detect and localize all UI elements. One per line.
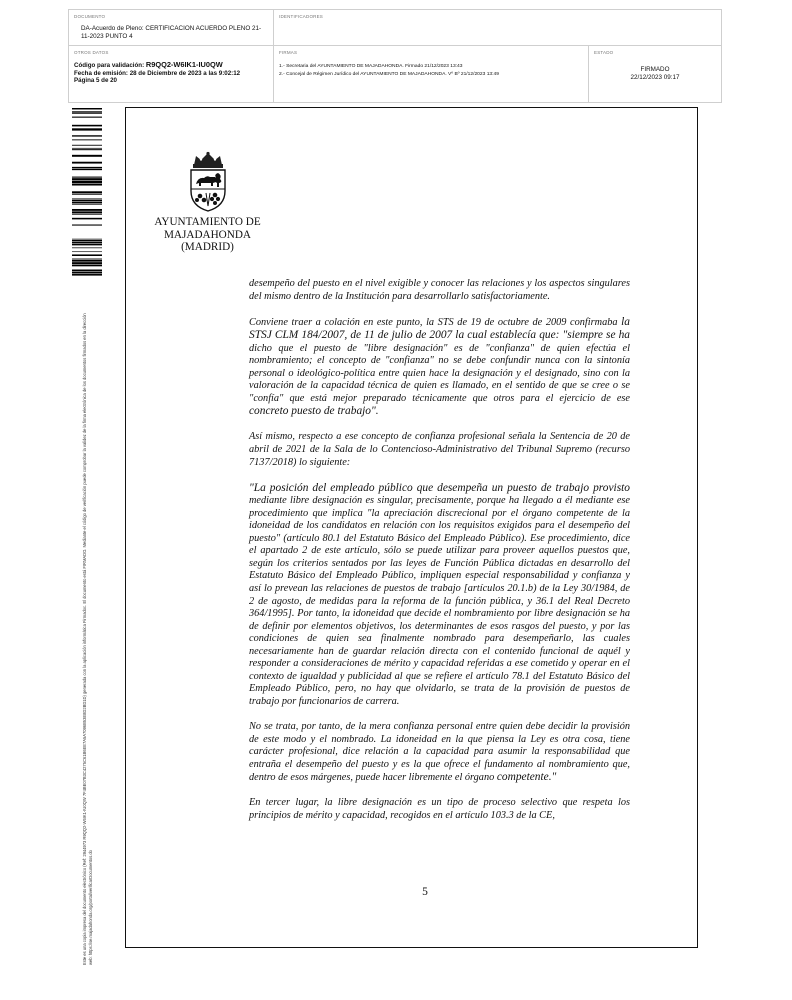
barcode-bar — [72, 111, 102, 112]
barcode-bar — [72, 254, 102, 256]
identificadores-label: IDENTIFICADORES — [279, 14, 324, 19]
barcode-bar — [72, 178, 102, 180]
estado-cell — [589, 46, 721, 102]
barcode-bar — [72, 155, 102, 157]
firmas-label: FIRMAS — [279, 50, 298, 55]
org-line-2: MAJADAHONDA — [163, 228, 251, 241]
firmas-list — [279, 63, 499, 78]
firmas-cell — [274, 46, 589, 102]
barcode-bar — [72, 259, 102, 260]
barcode-bar — [72, 135, 102, 136]
org-line-1: AYUNTAMIENTO DE — [154, 216, 261, 228]
paragraph-4 — [249, 482, 630, 709]
barcode-bar — [72, 177, 102, 178]
pagina-info: Página 5 de 20 — [74, 77, 117, 85]
paragraph-6: En tercer lugar, la libre designación es un tipo de proceso selectivo que respeta los principios de mérito y capacidad, recogidos en el artículo 103.3 de la CE, — [249, 797, 630, 821]
barcode-bar — [72, 200, 102, 201]
paragraph-5 — [249, 721, 630, 785]
paragraph-2-part-b: la STSJ CLM 184/2007, de 11 de julio de 2007 la cual establecía que: "siempre se ha — [249, 315, 630, 342]
barcode-bar — [72, 181, 102, 183]
coat-of-arms-logo — [182, 151, 234, 213]
identificadores-cell — [274, 10, 721, 46]
estado-label: ESTADO — [594, 50, 614, 55]
barcode-bar — [72, 194, 102, 195]
side-verification-text: Este es una copia impresa del documento electrónico (Ref: 2944973 R9QQ2-W6IK1-IU0QW 7F4BE07B3C4275C61B6EE7A5A7096B53E8D2BD1D) generada con la aplicación informática Firmadoc. El documento está FIRMADO. Mediante el código de verificación puede comprobar la validez de la firma electrónica de los documentos firmados en la dirección web: https://se.majadahonda.org/portal/verificarDocumentos.do — [82, 313, 93, 965]
documento-cell — [69, 10, 274, 46]
barcode-bar — [72, 198, 102, 199]
paragraph-2 — [249, 316, 630, 419]
barcode-bar — [72, 218, 102, 220]
otros-label: OTROS DATOS — [74, 50, 109, 55]
barcode-bar — [72, 262, 102, 264]
barcode-bar — [72, 251, 102, 252]
barcode-bar — [72, 139, 102, 140]
paragraph-2-part-c: dicho que el puesto de "libre designación" es de "confianza" de quien efectúa el nombramiento; el concepto de "confianza" no se debe confundir nunca con la sintonía personal o ideológico-política entre quien hace la designación y el designado, sino con la valoración de la capacidad técnica de quien es llamado, en el sentido de que se cree o se "confía" que está mejor preparado técnicamente que otros para el ejercicio de ese — [249, 342, 630, 404]
barcode-bar — [72, 113, 102, 114]
page-number: 5 — [422, 886, 428, 898]
otros-datos-text — [74, 61, 240, 85]
paragraph-4-part-b: mediante libre designación es singular, precisamente, porque ha llegado a él mediante ese procedimiento que implica "la apreciación discrecional por el órgano competente de la idoneidad de los candidatos en relación con los requisitos exigidos para el desempeño del puesto" (artículo 80.1 del Estatuto Básico del Empleado Público). Ese procedimiento, dice el apartado 2 de este artículo, sólo se puede utilizar para proveer aquellos puestos que, según los criterios sentados por las leyes de Función Pública dictadas en desarrollo del Estatuto Básico del Empleado Público, impliquen especial responsabilidad y confianza y así lo prevean las relaciones de puestos de trabajo [artículos 20.1.b) de la Ley 30/1984, de 2 de agosto, de medidas para la reforma de la función pública, y 36.1 del Real Decreto 364/1995]. Por tanto, la idoneidad que decide el nombramiento por libre designación se ha de definir por elementos objetivos, los determinantes de esos rasgos del puesto, y por las condiciones de quien sea finalmente nombrado para desempeñarlo, las cuales necesariamente han de guardar relación directa con el contenido funcional de aquél y responder a consideraciones de mérito y capacidad referidas a ese cometido y operar en el contexto de igualdad y publicidad al que se refiere el artículo 78.1 del Estatuto Básico del Empleado Público, pero, no hay que olvidarlo, se trata de la provisión de puestos de trabajo por funcionarios de carrera. — [249, 495, 630, 707]
barcode-bar — [72, 167, 102, 168]
documento-title: DA-Acuerdo de Pleno: CERTIFICACION ACUERDO PLENO 21-11-2023 PUNTO 4 — [81, 25, 262, 40]
estado-text — [589, 66, 721, 82]
organization-name — [145, 216, 270, 254]
barcode-bar — [72, 184, 102, 186]
documento-label: DOCUMENTO — [74, 14, 106, 19]
barcode-bar — [72, 265, 102, 266]
barcode-bar — [72, 117, 102, 118]
paragraph-2-part-d: concreto puesto de trabajo". — [249, 405, 379, 418]
paragraph-5-part-b: competente." — [496, 771, 557, 784]
barcode-bar — [72, 204, 102, 205]
estado-value: FIRMADO — [640, 66, 670, 73]
document-body — [249, 278, 630, 835]
barcode-bar — [72, 274, 102, 276]
barcode-bar — [72, 209, 102, 211]
otros-datos-cell — [69, 46, 274, 102]
barcode-bar — [72, 239, 102, 240]
paragraph-4-part-a: "La posición del empleado público que desempeña un puesto de trabajo provisto — [249, 481, 630, 494]
barcode-bar — [72, 214, 102, 215]
barcode-bar — [72, 270, 102, 272]
paragraph-5-part-a: No se trata, por tanto, de la mera confianza personal entre quien debe decidir la provisión de este modo y el nombrado. La idoneidad en la que piensa la Ley es otra cosa, tiene carácter profesional, dice relación a la capacidad para asumir la responsabilidad que entraña el desempeño del puesto y es la que ofrece el fundamento al nombramiento que, dentro de esos márgenes, puede hacer libremente el órgano — [249, 720, 630, 784]
barcode-bar — [72, 191, 102, 193]
codigo-label: Código para validación: — [74, 62, 145, 69]
barcode-bar — [72, 145, 102, 146]
barcode-bar — [72, 240, 102, 241]
barcode — [72, 108, 102, 276]
firma-1: 1.- Secretaria del AYUNTAMIENTO DE MAJADAHONDA. Firmado 21/12/2023 13:43 — [279, 64, 463, 69]
barcode-bar — [72, 125, 102, 127]
barcode-bar — [72, 242, 102, 243]
paragraph-1: desempeño del puesto en el nivel exigible y conocer las relaciones y los aspectos singulares del mismo dentro de la Institución para desarrollarlo satisfactoriamente. — [249, 278, 630, 302]
barcode-bar — [72, 148, 102, 149]
fecha-emision: Fecha de emisión: 28 de Diciembre de 2023 a las 9:02:12 — [74, 69, 241, 77]
barcode-bar — [72, 108, 102, 109]
barcode-bar — [72, 169, 102, 170]
barcode-bar — [72, 211, 102, 213]
barcode-bar — [72, 149, 102, 150]
barcode-bar — [72, 162, 102, 164]
paragraph-2-part-a: Conviene traer a colación en este punto, la STS de 19 de octubre de 2009 confirmaba — [249, 316, 622, 328]
barcode-bar — [72, 272, 102, 274]
org-line-3: (MADRID) — [181, 241, 234, 254]
barcode-bar — [72, 128, 102, 130]
barcode-bar — [72, 202, 102, 204]
estado-date: 22/12/2023 09:17 — [630, 74, 680, 81]
barcode-bar — [72, 243, 102, 245]
barcode-bar — [72, 247, 102, 248]
firma-2: 2.- Concejal de Régimen Jurídico del AYUNTAMIENTO DE MAJADAHONDA. Vº Bº 21/12/2023 13:49 — [279, 71, 499, 77]
barcode-bar — [72, 260, 102, 262]
paragraph-3: Así mismo, respecto a ese concepto de confianza profesional señala la Sentencia de 20 de abril de 2021 de la Sala de lo Contencioso-Administrativo del Tribunal Supremo (recurso 7137/2018) lo siguiente: — [249, 431, 630, 468]
document-header — [68, 9, 722, 103]
barcode-bar — [72, 224, 102, 225]
codigo-value: R9QQ2-W6IK1-IU0QW — [145, 60, 223, 69]
